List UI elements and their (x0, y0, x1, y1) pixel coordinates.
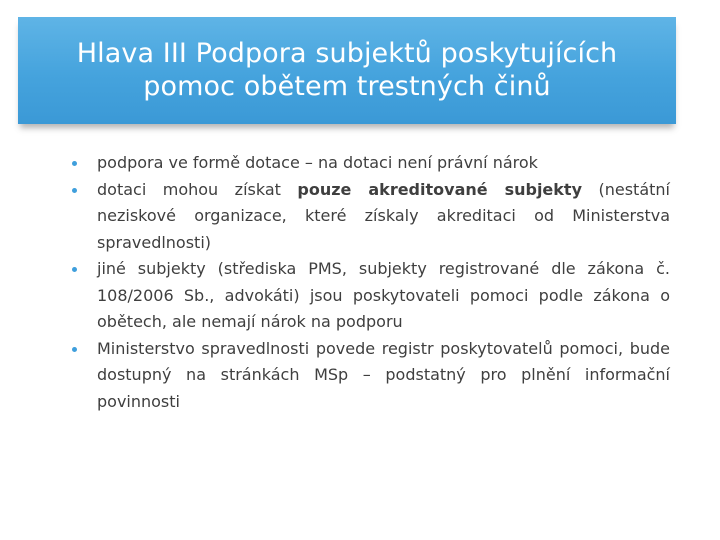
bullet-item (72, 336, 670, 416)
bullet-item (72, 177, 670, 257)
bullet-item (72, 150, 670, 177)
bullet-dot-icon (72, 188, 77, 193)
bullet-text: jiné subjekty (střediska PMS, subjekty registrované dle zákona č. 108/2006 Sb., advokáti) jsou poskytovateli pomoci podle zákona o obětech, ale nemají nárok na podporu (97, 259, 670, 331)
slide-title-line-2: pomoc obětem trestných činů (143, 71, 551, 102)
bullet-dot-icon (72, 161, 77, 166)
bullet-dot-icon (72, 267, 77, 272)
bullet-text: (nestátní neziskové organizace, které získaly akreditaci od Ministerstva spravedlnosti) (97, 179, 670, 252)
bullet-text: podpora ve formě dotace – na dotaci není právní nárok (97, 153, 538, 172)
title-banner (18, 17, 676, 124)
bullet-dot-icon (72, 347, 77, 352)
slide-title-line-1: Hlava III Podpora subjektů poskytujících (76, 38, 618, 69)
bullet-text: Ministerstvo spravedlnosti povede registr poskytovatelů pomoci, bude dostupný na stránkách MSp – podstatný pro plnění informační povinnosti (97, 338, 670, 411)
bullet-item (72, 256, 670, 336)
bullet-text: dotaci mohou získat (97, 179, 298, 199)
slide-title (18, 37, 676, 103)
bullet-bold-text: pouze akreditované subjekty (297, 179, 582, 199)
bullet-list (72, 150, 670, 415)
